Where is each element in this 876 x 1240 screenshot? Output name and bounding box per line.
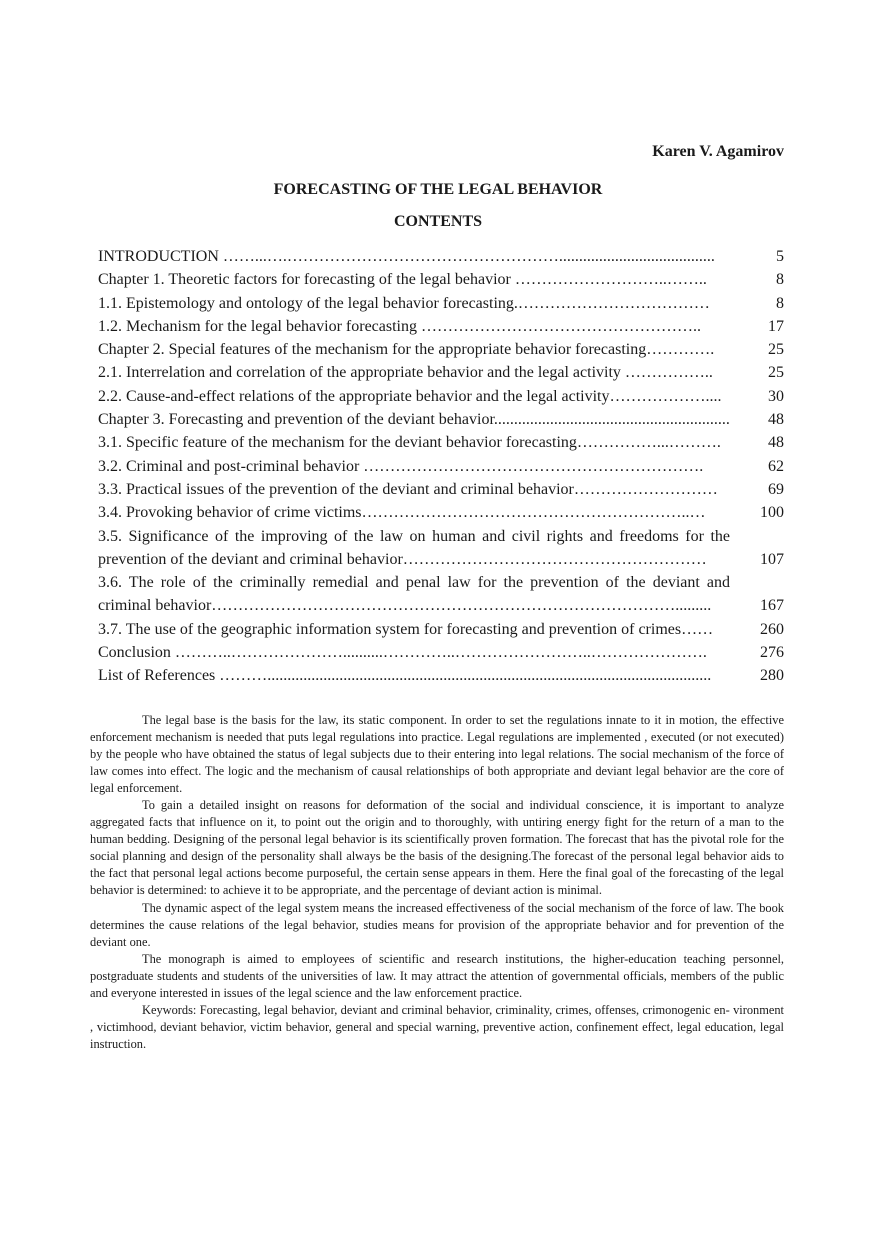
toc-entry-page: 107 — [760, 550, 784, 568]
toc-entry-title: Chapter 1. Theoretic factors for forecasting of the legal behavior ………………………..…….. — [98, 271, 707, 289]
toc-entry-title: 1.1. Epistemology and ontology of the legal behavior forecasting.……………………………… — [98, 294, 710, 312]
toc-entry-page: 100 — [760, 504, 784, 522]
toc-entry — [98, 245, 784, 268]
toc-entry-page: 260 — [760, 620, 784, 638]
contents-heading: CONTENTS — [393, 213, 483, 230]
abstract-paragraph: To gain a detailed insight on reasons for deformation of the social and individual conscience, it is important to analyze aggregated facts that influence on it, to point out the origin and to thoroughly, with untiring energy fight for the return of a man to the human bedding. Designing of the personal legal behavior is its scientifically proven formation. The forecast that has the pivotal role for the social planning and design of the personality shall always be the basis of the designing.The forecast of the personal legal behavior aids to the fact that personal legal actions become purposeful, the certain sense appears in them. Here the final goal of the forecasting of the legal behavior is determined: to achieve it to be appropriate, and the percentage of deviant action is minimal. — [90, 798, 784, 898]
toc-entry-title: 1.2. Mechanism for the legal behavior forecasting …………………………………………….. — [98, 317, 701, 335]
toc-entry — [98, 618, 784, 641]
toc-entry-title: 2.2. Cause-and-effect relations of the appropriate behavior and the legal activity……………….... — [98, 387, 722, 405]
abstract-paragraph: The monograph is aimed to employees of scientific and research institutions, the higher-education teaching personnel, postgraduate students and students of the universities of law. It may attract the attention of governmental officials, members of the public and everyone interested in issues of the legal science and the law enforcement practice. — [90, 951, 784, 1000]
toc-entry-page: 5 — [776, 248, 784, 265]
toc-entry-page: 25 — [768, 364, 784, 382]
toc-entry — [98, 431, 784, 454]
toc-entry — [98, 338, 784, 361]
toc-entry — [98, 641, 784, 664]
toc-entry-page: 276 — [760, 644, 784, 662]
toc-entry — [98, 268, 784, 291]
keywords-paragraph: Keywords: Forecasting, legal behavior, deviant and criminal behavior, criminality, crimes, offenses, crimonogenic en- vironment , victimhood, deviant behavior, victim behavior, general and special warning, preventive action, confinement effect, legal education, legal instruction. — [90, 1002, 784, 1051]
book-title: FORECASTING OF THE LEGAL BEHAVIOR — [273, 181, 603, 198]
toc-entry-title: Chapter 3. Forecasting and prevention of the deviant behavior........................................................... — [98, 411, 730, 429]
toc-entry — [98, 315, 784, 338]
toc-entry-page: 167 — [760, 597, 784, 615]
toc-entry-page: 8 — [776, 294, 784, 312]
abstract-paragraph: The dynamic aspect of the legal system means the increased effectiveness of the social mechanism of the force of law. The book determines the cause relations of the legal behavior, studies means for provision of the appropriate behavior and for prevention of the deviant one. — [90, 900, 784, 949]
abstract — [90, 712, 784, 1053]
toc-entry — [98, 292, 784, 315]
toc-entry-title: 3.1. Specific feature of the mechanism for the deviant behavior forecasting……………...………. — [98, 434, 721, 452]
toc-entry-title: INTRODUCTION ……...….……………………………………………....................................... — [98, 248, 715, 265]
toc-entry-page: 8 — [776, 271, 784, 289]
toc-entry — [98, 361, 784, 384]
toc-entry — [98, 455, 784, 478]
author-name: Karen V. Agamirov — [652, 143, 784, 160]
toc-entry — [98, 525, 784, 572]
toc-entry-title: 3.6. The role of the criminally remedial and penal law for the prevention of the deviant and criminal behavior……………………………………………………………………………......... — [98, 574, 730, 615]
toc-entry-title: 3.4. Provoking behavior of crime victims……………………………………………………..… — [98, 504, 706, 522]
toc-entry-page: 48 — [768, 434, 784, 452]
toc-entry-title: 3.7. The use of the geographic information system for forecasting and prevention of crimes…… — [98, 620, 714, 638]
toc-entry-page: 48 — [768, 411, 784, 429]
toc-entry — [98, 385, 784, 408]
toc-entry-page: 17 — [768, 317, 784, 335]
table-of-contents — [98, 245, 784, 688]
toc-entry — [98, 478, 784, 501]
toc-entry-page: 25 — [768, 341, 784, 359]
toc-entry — [98, 408, 784, 431]
toc-entry-title: 3.5. Significance of the improving of the law on human and civil rights and freedoms for the prevention of the deviant and criminal behavior………………………………………………… — [98, 527, 730, 568]
toc-entry — [98, 571, 784, 618]
toc-entry — [98, 501, 784, 524]
toc-entry-title: 2.1. Interrelation and correlation of the appropriate behavior and the legal activity …………….. — [98, 364, 713, 382]
toc-entry-title: Conclusion ………..…………………..........…………..……………………..…………………. — [98, 644, 707, 662]
toc-entry-title: Chapter 2. Special features of the mechanism for the appropriate behavior forecasting…………. — [98, 341, 715, 359]
abstract-paragraph: The legal base is the basis for the law, its static component. In order to set the regulations innate to it in motion, the effective enforcement mechanism is needed that puts legal regulations into practice. Legal regulations are implemented , executed (or not executed) by the people who have obtained the status of legal subjects due to their entering into legal relations. The social mechanism of the force of law comes into effect. The logic and the mechanism of causal relationships of both appropriate and deviant legal behavior are the core of legal enforcement. — [90, 713, 784, 796]
toc-entry-title: 3.2. Criminal and post-criminal behavior ………………………………………………………. — [98, 457, 704, 475]
toc-entry-page: 280 — [760, 667, 784, 685]
toc-entry-page: 30 — [768, 387, 784, 405]
toc-entry — [98, 664, 784, 687]
toc-entry-title: List of References ………............................................................................................................... — [98, 667, 712, 685]
toc-entry-page: 62 — [768, 457, 784, 475]
toc-entry-page: 69 — [768, 480, 784, 498]
toc-entry-title: 3.3. Practical issues of the prevention of the deviant and criminal behavior……………………… — [98, 480, 718, 498]
